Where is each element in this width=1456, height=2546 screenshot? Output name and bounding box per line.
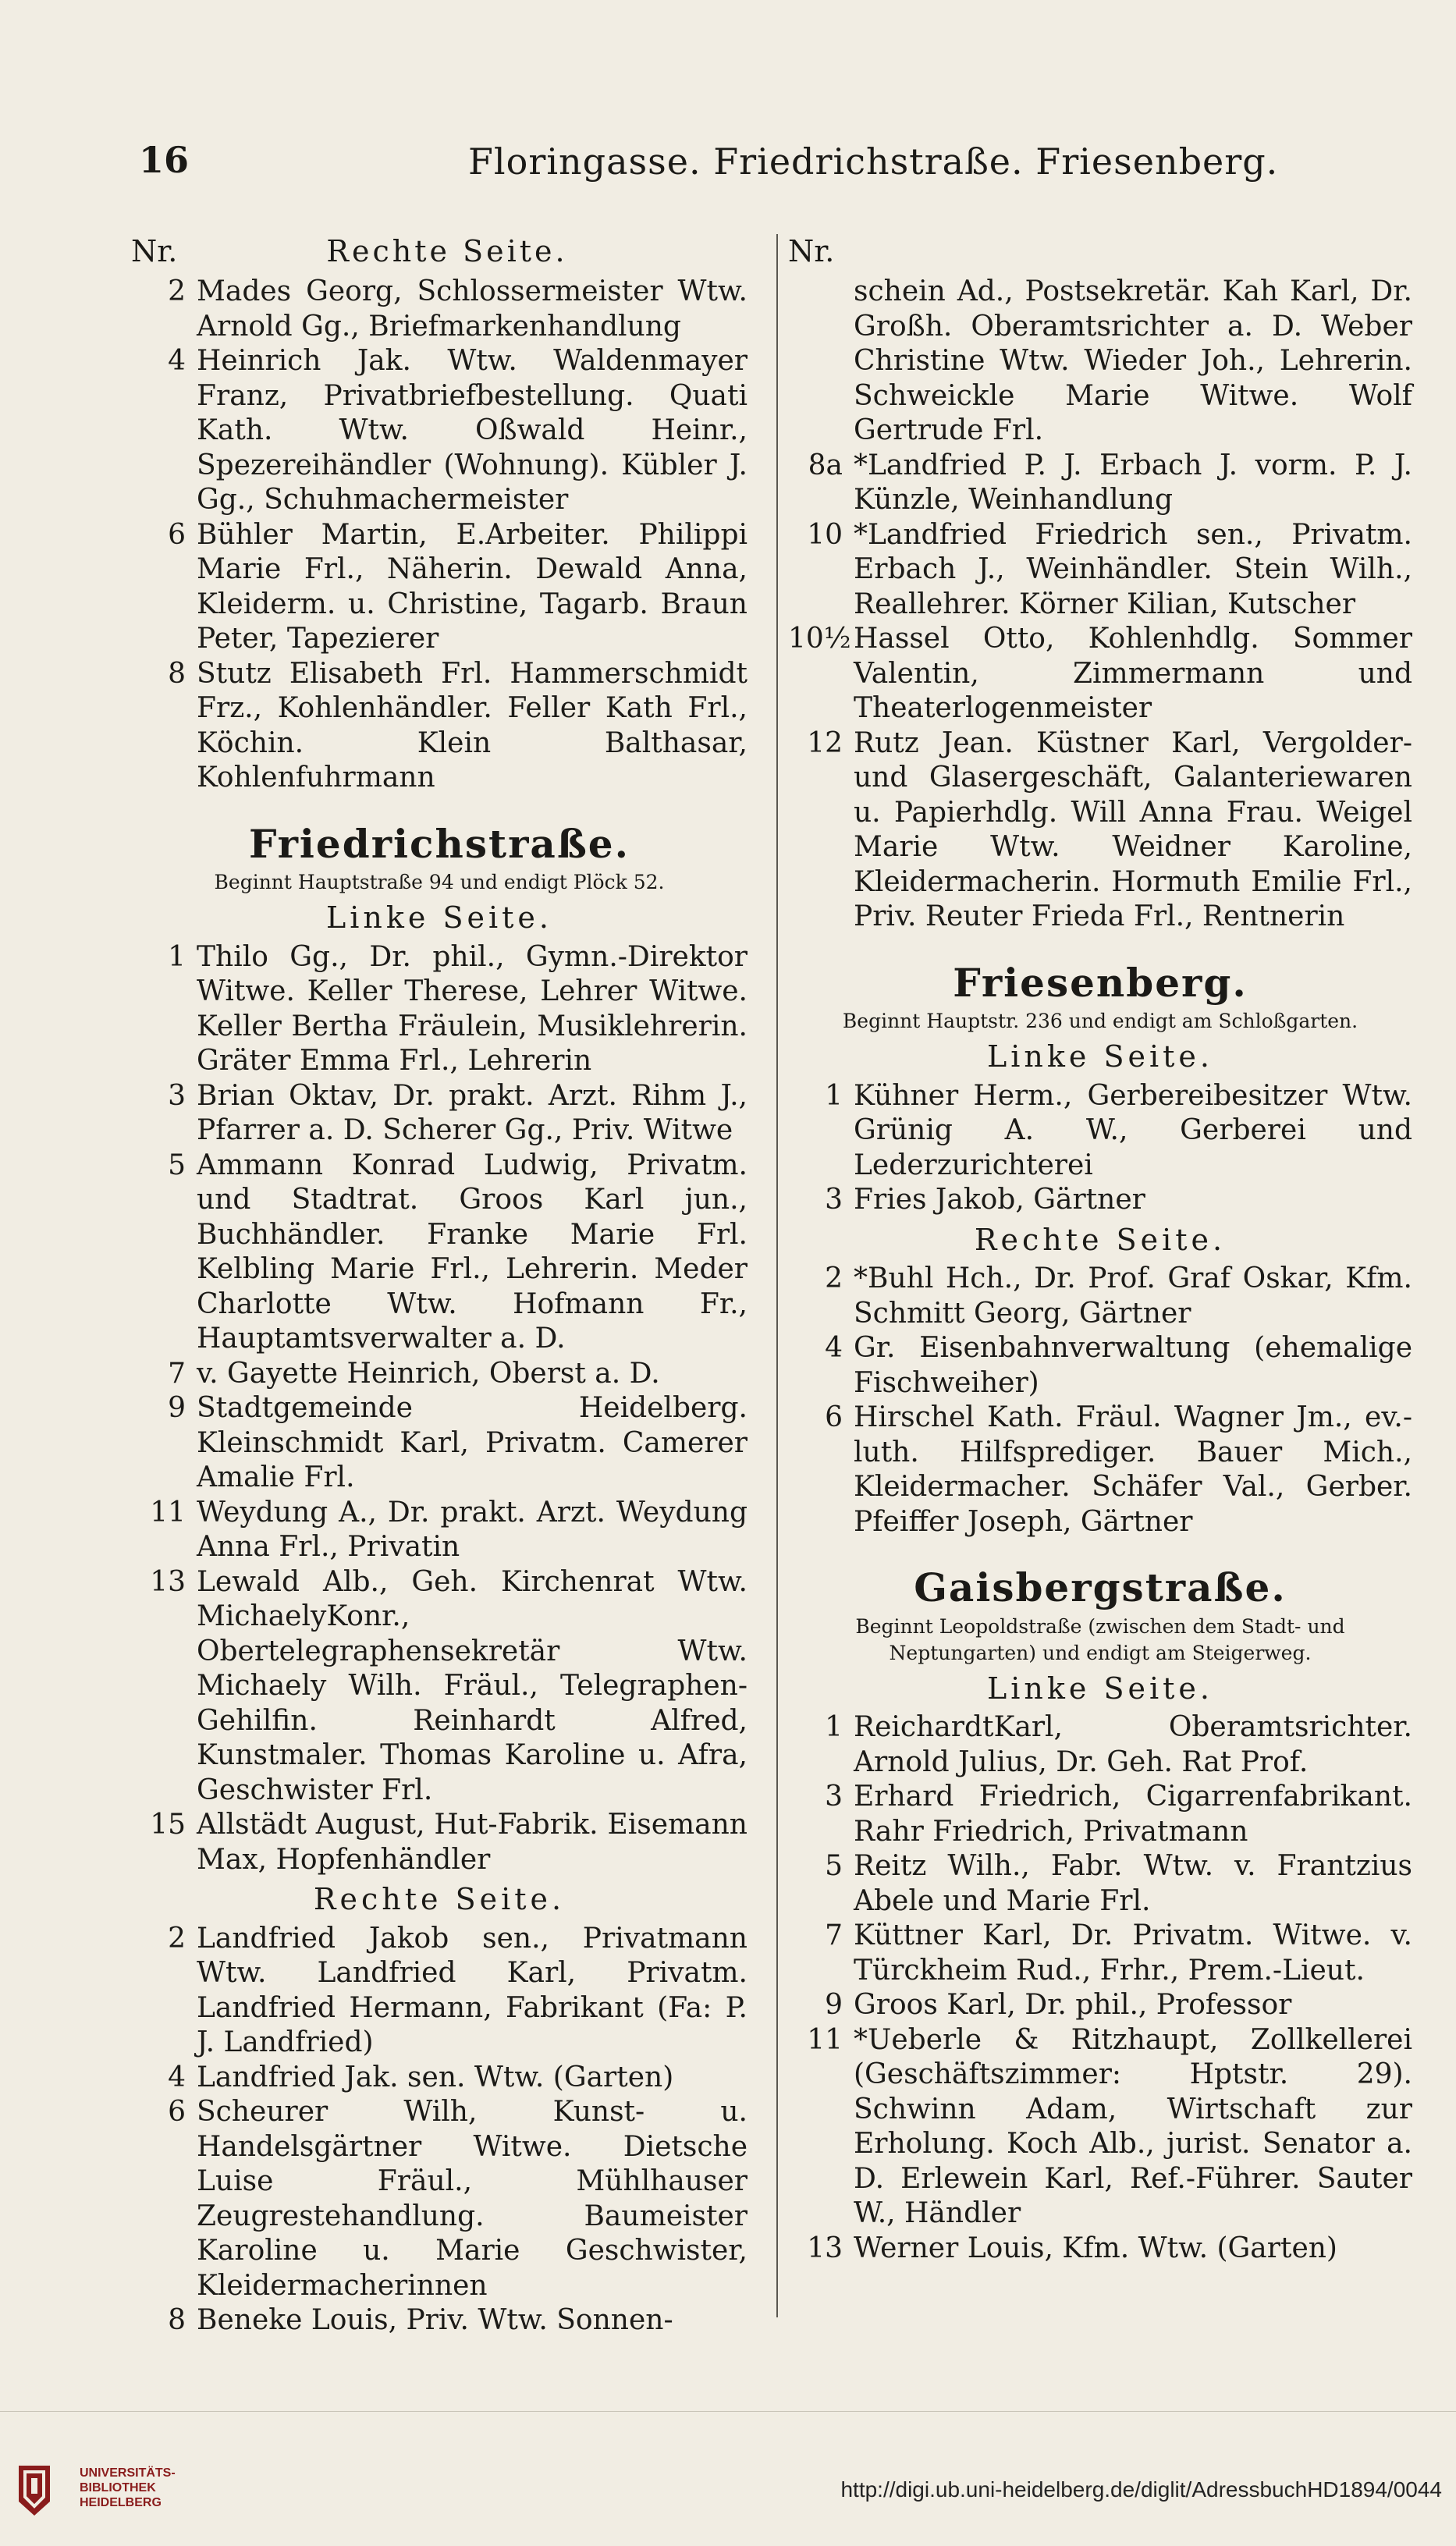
list-item <box>788 1262 1412 1331</box>
street-title: Gaisbergstraße. <box>914 1564 1287 1610</box>
entry-list <box>131 940 748 1878</box>
entry-list <box>788 449 1412 935</box>
column-header <box>131 234 748 275</box>
resident-text: *Ueberle & Ritzhaupt, Zollkellerei (Geschäftszimmer: Hptstr. 29). Schwinn Adam, Wirtschaft zur Erholung. Koch Alb., jurist. Senator a. D. Erlewein Karl, Ref.-Führer. Sauter W., Händler <box>854 2023 1412 2229</box>
house-number: 11 <box>150 1496 186 1529</box>
list-item <box>131 1808 748 1877</box>
resident-text: Kühner Herm., Gerbereibesitzer Wtw. Grünig A. W., Gerberei und Lederzurichterei <box>854 1079 1412 1181</box>
resident-text: Beneke Louis, Priv. Wtw. Sonnen- <box>197 2304 673 2336</box>
resident-text: Landfried Jak. sen. Wtw. (Garten) <box>197 2061 674 2093</box>
resident-text: Mades Georg, Schlossermeister Wtw. Arnold Gg., Briefmarkenhandlung <box>197 275 748 343</box>
resident-text: Allstädt August, Hut-Fabrik. Eisemann Max, Hopfenhändler <box>197 1809 748 1876</box>
house-number: 1 <box>825 1711 843 1743</box>
house-number: 7 <box>168 1357 186 1390</box>
house-number: 9 <box>825 1989 843 2021</box>
running-head: Floringasse. Friedrichstraße. Friesenberg. <box>468 140 1279 183</box>
logo-line: HEIDELBERG <box>80 2495 162 2509</box>
logo-line: BIBLIOTHEK <box>80 2480 156 2495</box>
resident-text: Bühler Martin, E.Arbeiter. Philippi Marie Frl., Näherin. Dewald Anna, Kleiderm. u. Christine, Tagarb. Braun Peter, Tapezierer <box>197 518 748 655</box>
list-item <box>788 1849 1412 1919</box>
side-label: Linke Seite. <box>987 1671 1213 1706</box>
street-title: Friesenberg. <box>953 959 1248 1006</box>
street-begin-note: Beginnt Hauptstraße 94 und endigt Plöck 52. <box>214 871 665 893</box>
house-number: 5 <box>168 1149 186 1181</box>
resident-text: Hassel Otto, Kohlenhdlg. Sommer Valentin, Zimmermann und Theaterlogenmeister <box>854 623 1412 724</box>
list-item <box>788 1988 1412 2023</box>
logo-line: UNIVERSITÄTS- <box>80 2466 176 2480</box>
list-item <box>131 1079 748 1149</box>
entry-list <box>788 1710 1412 2266</box>
house-number: 13 <box>807 2232 843 2264</box>
list-item <box>788 622 1412 726</box>
house-number: 15 <box>150 1809 186 1841</box>
list-item <box>131 2095 748 2303</box>
house-number: 2 <box>825 1262 843 1294</box>
continued-entry: schein Ad., Postsekretär. Kah Karl, Dr. Großh. Oberamtsrichter a. D. Weber Christine Wtw. Wieder Joh., Lehrerin. Schweickle Marie Witwe. Wolf Gertrude Frl. <box>854 275 1412 446</box>
list-item <box>131 2061 748 2096</box>
house-number: 8a <box>808 449 843 481</box>
list-item <box>131 940 748 1079</box>
entry-list <box>788 1079 1412 1218</box>
street-begin-note: Beginnt Hauptstr. 236 und endigt am Schloßgarten. <box>842 1010 1358 1032</box>
house-number: 1 <box>168 940 186 973</box>
list-item <box>131 275 748 344</box>
house-number: 1 <box>825 1079 843 1112</box>
right-column <box>788 234 1412 2266</box>
resident-text: *Landfried P. J. Erbach J. vorm. P. J. Künzle, Weinhandlung <box>854 449 1412 516</box>
column-divider <box>776 234 778 2317</box>
list-item <box>131 2303 748 2338</box>
house-number: 4 <box>168 345 186 377</box>
list-item <box>788 1780 1412 1849</box>
resident-text: Scheurer Wilh, Kunst- u. Handelsgärtner Witwe. Dietsche Luise Fräul., Mühlhauser Zeugrestehandlung. Baumeister Karoline u. Marie Geschwister, Kleidermacherinnen <box>197 2096 748 2302</box>
resident-text: Heinrich Jak. Wtw. Waldenmayer Franz, Privatbriefbestellung. Quati Kath. Wtw. Oßwald Heinr., Spezereihändler (Wohnung). Kübler J. Gg., Schuhmachermeister <box>197 345 748 516</box>
street-title: Friedrichstraße. <box>248 820 630 867</box>
resident-text: *Landfried Friedrich sen., Privatm. Erbach J., Weinhändler. Stein Wilh., Reallehrer. Körner Kilian, Kutscher <box>854 518 1412 620</box>
resident-text: Gr. Eisenbahnverwaltung (ehemalige Fischweiher) <box>854 1332 1412 1399</box>
house-number: 3 <box>825 1184 843 1216</box>
resident-text: Thilo Gg., Dr. phil., Gymn.-Direktor Witwe. Keller Therese, Lehrer Witwe. Keller Bertha Fräulein, Musiklehrerin. Gräter Emma Frl., Lehrerin <box>197 940 748 1077</box>
resident-text: Landfried Jakob sen., Privatmann Wtw. Landfried Karl, Privatm. Landfried Hermann, Fabrikant (Fa: P. J. Landfried) <box>197 1922 748 2058</box>
house-number: 10 <box>807 518 843 551</box>
house-number: 5 <box>825 1850 843 1882</box>
library-logo-text <box>80 2466 176 2510</box>
resident-text: Brian Oktav, Dr. prakt. Arzt. Rihm J., Pfarrer a. D. Scherer Gg., Priv. Witwe <box>197 1079 748 1146</box>
list-item <box>788 1079 1412 1184</box>
resident-text: Weydung A., Dr. prakt. Arzt. Weydung Anna Frl., Privatin <box>197 1496 748 1563</box>
list-item <box>131 1922 748 2061</box>
list-item <box>131 1565 748 1809</box>
library-seal-icon <box>14 2456 69 2519</box>
house-number: 2 <box>168 275 186 307</box>
resident-text: Werner Louis, Kfm. Wtw. (Garten) <box>854 2232 1337 2264</box>
list-item <box>788 1401 1412 1539</box>
resident-text: v. Gayette Heinrich, Oberst a. D. <box>197 1357 660 1390</box>
nr-label: Nr. <box>788 234 835 268</box>
source-url-link[interactable]: http://digi.ub.uni-heidelberg.de/diglit/AdressbuchHD1894/0044 <box>840 2477 1442 2502</box>
library-logo <box>14 2456 176 2519</box>
entry-list <box>131 1922 748 2338</box>
house-number: 4 <box>825 1332 843 1364</box>
resident-text: Fries Jakob, Gärtner <box>854 1184 1145 1216</box>
side-label: Linke Seite. <box>326 900 552 935</box>
resident-text: Stutz Elisabeth Frl. Hammerschmidt Frz., Kohlenhändler. Feller Kath Frl., Köchin. Klein Balthasar, Kohlenfuhrmann <box>197 657 748 794</box>
list-item <box>788 2232 1412 2267</box>
house-number: 2 <box>168 1922 186 1955</box>
house-number: 8 <box>168 2304 186 2336</box>
street-begin-note: Beginnt Leopoldstraße (zwischen dem Stadt- und Neptungarten) und endigt am Steigerweg. <box>855 1614 1345 1664</box>
list-item <box>788 1331 1412 1401</box>
resident-text: Stadtgemeinde Heidelberg. Kleinschmidt Karl, Privatm. Camerer Amalie Frl. <box>197 1392 748 1493</box>
side-label: Rechte Seite. <box>974 1222 1227 1257</box>
resident-text: *Buhl Hch., Dr. Prof. Graf Oskar, Kfm. Schmitt Georg, Gärtner <box>854 1262 1412 1330</box>
house-number: 3 <box>168 1079 186 1112</box>
house-number: 13 <box>150 1565 186 1598</box>
house-number: 3 <box>825 1781 843 1813</box>
house-number: 11 <box>807 2023 843 2056</box>
resident-text: Reitz Wilh., Fabr. Wtw. v. Frantzius Abele und Marie Frl. <box>854 1850 1412 1917</box>
house-number: 12 <box>807 726 843 759</box>
list-item <box>131 344 748 518</box>
resident-text: Ammann Konrad Ludwig, Privatm. und Stadtrat. Groos Karl jun., Buchhändler. Franke Marie Frl. Kelbling Marie Frl., Lehrerin. Meder Charlotte Wtw. Hofmann Fr., Hauptamtsverwalter a. D. <box>197 1149 748 1355</box>
footer-rule <box>0 2411 1456 2412</box>
resident-text: Rutz Jean. Küstner Karl, Vergolder- und Glasergeschäft, Galanteriewaren u. Papierhdlg. Will Anna Frau. Weigel Marie Wtw. Weidner Karoline, Kleidermacherin. Hormuth Emilie Frl., Priv. Reuter Frieda Frl., Rentnerin <box>854 726 1412 932</box>
nr-label: Nr. <box>131 234 178 268</box>
entry-list <box>788 1262 1412 1539</box>
side-label: Rechte Seite. <box>313 1882 566 1916</box>
resident-text: ReichardtKarl, Oberamtsrichter. Arnold Julius, Dr. Geh. Rat Prof. <box>854 1711 1412 1778</box>
list-item <box>788 518 1412 623</box>
resident-text: Erhard Friedrich, Cigarrenfabrikant. Rahr Friedrich, Privatmann <box>854 1781 1412 1848</box>
list-item <box>131 1391 748 1496</box>
list-item <box>788 1710 1412 1780</box>
list-item <box>788 2023 1412 2232</box>
house-number: 4 <box>168 2061 186 2093</box>
resident-text: Groos Karl, Dr. phil., Professor <box>854 1989 1292 2021</box>
house-number: 8 <box>168 657 186 690</box>
resident-text: Lewald Alb., Geh. Kirchenrat Wtw. MichaelyKonr., Obertelegraphensekretär Wtw. Michaely Wilh. Fräul., Telegraphen-Gehilfin. Reinhardt Alfred, Kunstmaler. Thomas Karoline u. Afra, Geschwister Frl. <box>197 1565 748 1806</box>
left-column <box>131 234 748 2338</box>
house-number: 7 <box>825 1919 843 1951</box>
page-number: 16 <box>139 139 190 181</box>
house-number: 10½ <box>788 623 851 655</box>
side-label: Linke Seite. <box>987 1039 1213 1074</box>
list-item <box>788 1183 1412 1218</box>
house-number: 6 <box>825 1401 843 1433</box>
house-number: 9 <box>168 1392 186 1424</box>
list-item <box>131 657 748 796</box>
list-item <box>788 726 1412 935</box>
resident-text: Hirschel Kath. Fräul. Wagner Jm., ev.-luth. Hilfsprediger. Bauer Mich., Kleidermacher. Schäfer Val., Gerber. Pfeiffer Joseph, Gärtner <box>854 1401 1412 1538</box>
house-number: 6 <box>168 518 186 551</box>
list-item <box>131 1357 748 1392</box>
entry-list <box>131 275 748 796</box>
column-header <box>788 234 1412 275</box>
resident-text: Küttner Karl, Dr. Privatm. Witwe. v. Türckheim Rud., Frhr., Prem.-Lieut. <box>854 1919 1412 1987</box>
house-number: 6 <box>168 2096 186 2128</box>
list-item <box>131 1496 748 1565</box>
list-item <box>788 1919 1412 1988</box>
list-item <box>131 518 748 657</box>
side-label: Rechte Seite. <box>326 234 568 268</box>
list-item <box>131 1149 748 1357</box>
list-item <box>788 449 1412 518</box>
